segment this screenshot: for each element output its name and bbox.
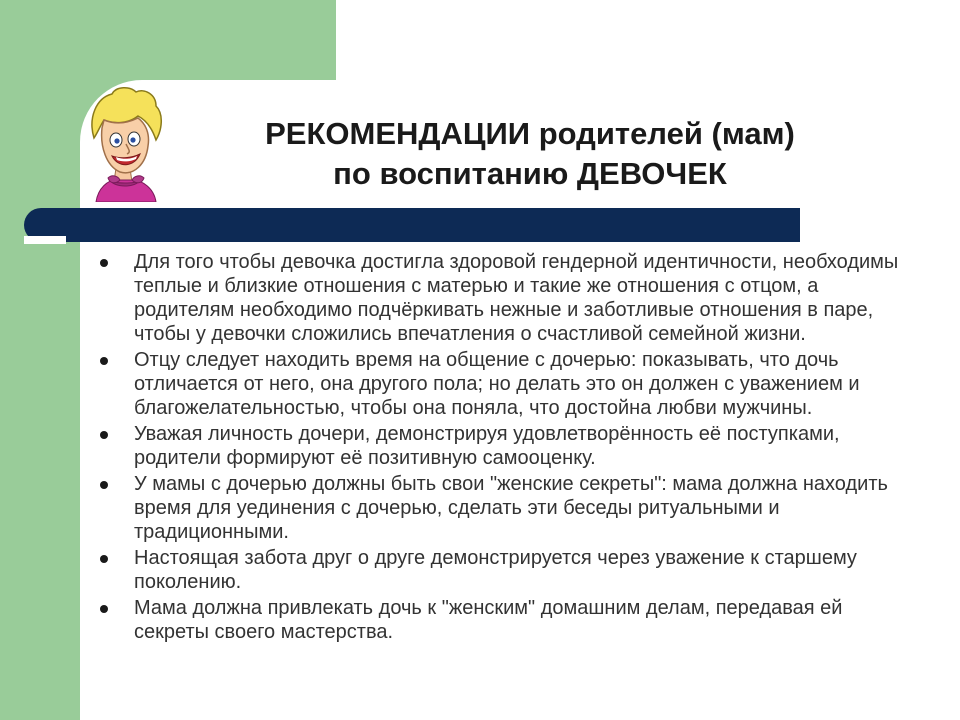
bullet-dot-icon xyxy=(100,605,108,613)
title-divider-bar xyxy=(24,208,800,242)
list-item xyxy=(100,348,900,420)
slide-title-line-2: по воспитанию ДЕВОЧЕК xyxy=(333,156,727,191)
bullet-dot-icon xyxy=(100,555,108,563)
bullet-dot-icon xyxy=(100,431,108,439)
bullet-dot-icon xyxy=(100,481,108,489)
list-item-text: У мамы с дочерью должны быть свои "женские секреты": мама должна находить время для уединения с дочерью, сделать эти беседы ритуальными и традиционными. xyxy=(134,473,888,543)
bullet-dot-icon xyxy=(100,357,108,365)
slide-title xyxy=(200,114,860,194)
list-item-text: Отцу следует находить время на общение с дочерью: показывать, что дочь отличается от него, она другого пола; но делать это он должен с уважением и благожелательностью, чтобы она поняла, что достойна любви мужчины. xyxy=(134,349,860,419)
list-item-text: Настоящая забота друг о друге демонстрируется через уважение к старшему поколению. xyxy=(134,547,857,593)
list-item xyxy=(100,422,900,470)
recommendations-list xyxy=(100,250,900,646)
list-item-text: Мама должна привлекать дочь к "женским" домашним делам, передавая ей секреты своего мастерства. xyxy=(134,597,843,643)
list-item xyxy=(100,546,900,594)
list-item xyxy=(100,596,900,644)
list-item xyxy=(100,250,900,346)
list-item xyxy=(100,472,900,544)
bullet-dot-icon xyxy=(100,259,108,267)
list-item-text: Для того чтобы девочка достигла здоровой гендерной идентичности, необходимы теплые и близкие отношения с матерью и такие же отношения с отцом, а родителям необходимо подчёркивать нежные и заботливые отношения в паре, чтобы у девочки сложились впечатления о счастливой семейной жизни. xyxy=(134,251,899,345)
cartoon-woman-face-icon xyxy=(86,84,166,202)
slide-title-line-1: РЕКОМЕНДАЦИИ родителей (мам) xyxy=(265,116,795,151)
list-item-text: Уважая личность дочери, демонстрируя удовлетворённость её поступками, родители формируют её позитивную самооценку. xyxy=(134,423,840,469)
divider-notch xyxy=(24,236,66,244)
